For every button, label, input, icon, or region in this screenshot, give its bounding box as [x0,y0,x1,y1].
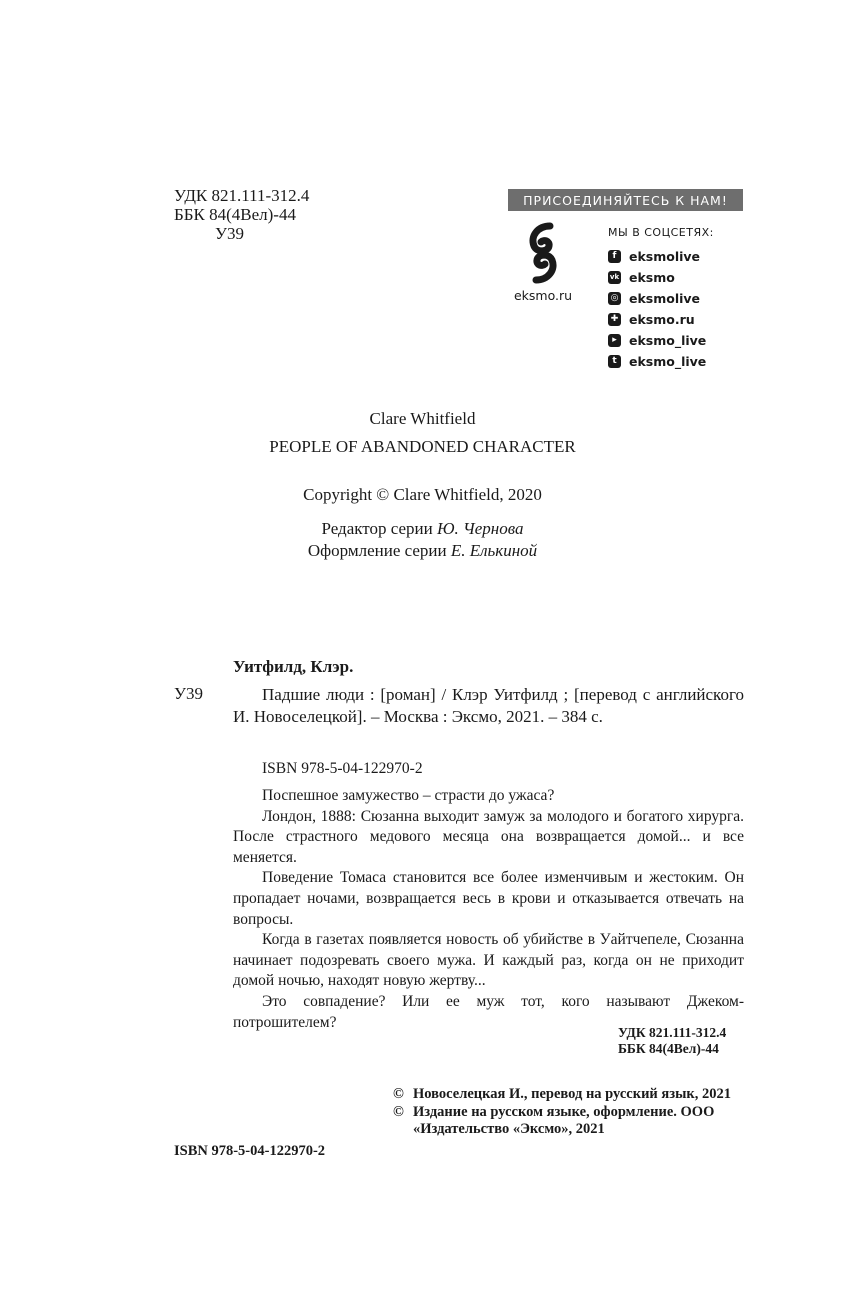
social-item [608,309,706,330]
copyright-block [393,1086,753,1139]
copyright-symbol: © [393,1086,404,1102]
eksmo-logo-icon [522,222,564,284]
annotation [233,786,744,1033]
annotation-paragraph: Когда в газетах появляется новость об убийстве в Уайтчепеле, Сюзанна начинает подозревать своего мужа. И каждый раз, когда он не приходит домой ночью, находят новую жертву... [233,931,744,990]
series-design-label: Оформление серии [307,541,447,560]
record-author: Уитфилд, Клэр. [233,657,354,676]
series-designer-name: Е. Елькиной [450,541,538,560]
copyright-text: Издание на русском языке, оформление. ООО «Издательство «Эксмо», 2021 [413,1103,715,1137]
udk-code: УДК 821.111-312.4 [174,186,310,205]
footer-udk: УДК 821.111-312.4 [618,1025,727,1040]
footer-bbk: ББК 84(4Вел)-44 [618,1041,719,1056]
author-mark: У39 [215,224,245,243]
record-isbn: ISBN 978-5-04-122970-2 [262,760,423,777]
social-handle: eksmolive [629,249,701,264]
social-item [608,288,706,309]
social-item [608,351,706,372]
social-handle: eksmolive [629,291,701,306]
vk-icon: vk [608,271,621,284]
social-item [608,330,706,351]
join-us-banner: ПРИСОЕДИНЯЙТЕСЬ К НАМ! [508,189,743,211]
annotation-paragraph: Поспешное замужество – страсти до ужаса? [262,787,555,804]
series-editor-line [0,519,845,539]
social-handle: eksmo [629,270,675,285]
original-title: PEOPLE OF ABANDONED CHARACTER [269,437,576,456]
copyright-text: Новоселецкая И., перевод на русский язык, 2021 [413,1086,732,1102]
classification-codes [174,186,309,243]
record-description-text: Падшие люди : [роман] / Клэр Уитфилд ; [перевод с английского И. Новоселецкой]. – Москва : Эксмо, 2021. – 384 с. [233,685,744,726]
social-handle: eksmo_live [629,333,707,348]
social-item [608,267,706,288]
social-handle: eksmo_live [629,354,707,369]
bbk-code: ББК 84(4Вел)-44 [174,205,296,224]
copyright-entry [393,1104,753,1139]
eksmo-url: eksmo.ru [513,288,573,303]
ok-icon: ✚ [608,313,621,326]
annotation-paragraph: Лондон, 1888: Сюзанна выходит замуж за молодого и богатого хирурга. После страстного медового месяца она возвращается домой... и все меняется. [233,807,744,866]
annotation-paragraph: Поведение Томаса становится все более изменчивым и жестоким. Он пропадает ночами, возвращается весь в крови и отказывается отвечать на вопросы. [233,869,744,928]
series-editor-name: Ю. Чернова [436,519,524,538]
instagram-icon: ◎ [608,292,621,305]
youtube-icon: ▸ [608,334,621,347]
series-editor-label: Редактор серии [321,519,433,538]
social-handle: eksmo.ru [629,312,695,327]
record-description [233,684,744,728]
copyright-entry [393,1086,753,1104]
series-design-line [0,541,845,561]
social-list [608,246,706,372]
twitter-icon: t [608,355,621,368]
social-heading: МЫ В СОЦСЕТЯХ: [608,226,714,239]
facebook-icon: f [608,250,621,263]
original-author: Clare Whitfield [369,409,476,428]
original-copyright: Copyright © Clare Whitfield, 2020 [303,485,542,504]
isbn-bottom: ISBN 978-5-04-122970-2 [174,1143,326,1159]
annotation-paragraph: Это совпадение? Или ее муж тот, кого называют Джеком-потрошителем? [233,992,744,1031]
footer-codes [618,1025,726,1057]
copyright-symbol: © [393,1103,404,1120]
social-item [608,246,706,267]
record-code: У39 [174,684,204,703]
publisher-logo [508,222,578,303]
